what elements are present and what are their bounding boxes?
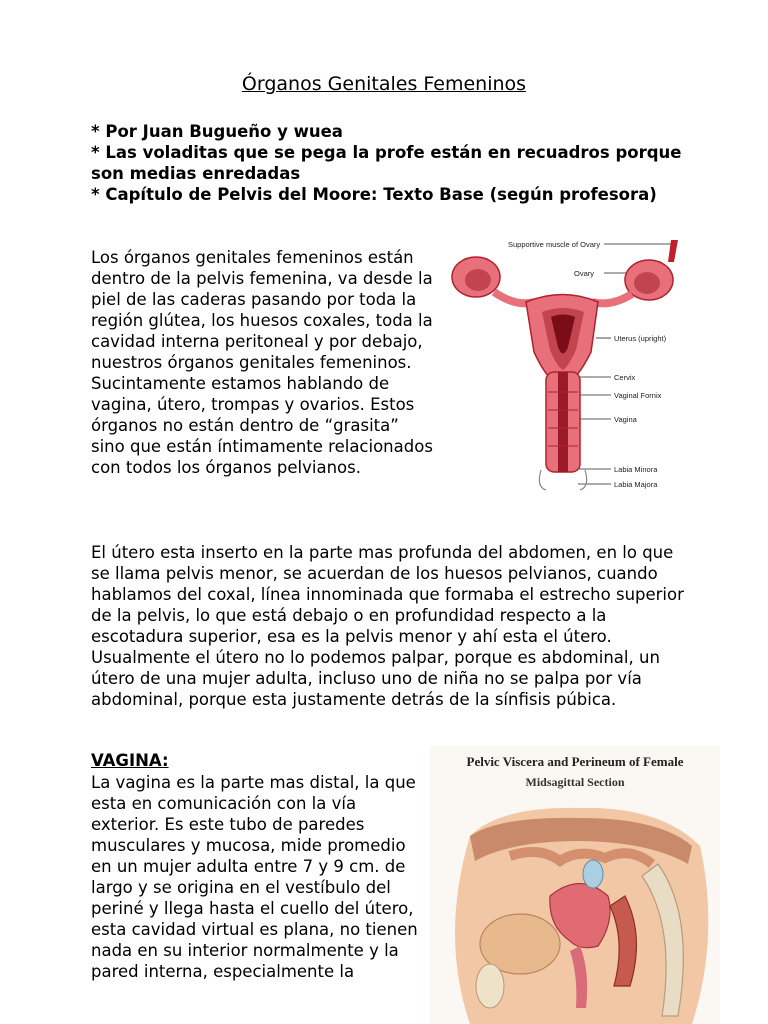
label-vaginal-fornix: Vaginal Fornix — [614, 391, 662, 400]
label-supportive-muscle: Supportive muscle of Ovary — [508, 240, 601, 249]
label-uterus: Uterus (upright) — [614, 334, 667, 343]
document-title: Órganos Genitales Femeninos — [241, 73, 527, 95]
intro-paragraph: Los órganos genitales femeninos están dentro de la pelvis femenina, va desde la piel de las caderas pasando por toda la región glútea, los huesos coxales, toda la cavidad interna peritoneal y por debajo, nuestros órganos genitales femeninos. Sucintamente estamos hablando de vagina, útero, trompas y ovarios. Estos órganos no están dentro de “grasita” sino que están íntimamente relacionados con todos los órganos pelvianos. — [91, 248, 433, 477]
vagina-paragraph: La vagina es la parte mas distal, la que esta en comunicación con la vía exterior. Es este tubo de paredes musculares y mucosa, mide promedio en un mujer adulta entre 7 y 9 cm. de largo y se origina en el vestíbulo del periné y llega hasta el cuello del útero, esta cavidad virtual es plana, no tienen nada en su interior normalmente y la pared interna, especialmente la — [91, 773, 418, 981]
uterus-paragraph: El útero esta inserto en la parte mas profunda del abdomen, en lo que se llama pelvis menor, se acuerdan de los huesos pelvianos, cuando hablamos del coxal, línea innominada que formaba el estrecho superior de la pelvis, lo que está debajo o en profundidad respecto a la escotadura superior, esa es la pelvis menor y ahí esta el útero. Usualmente el útero no lo podemos palpar, porque es abdominal, un útero de una mujer adulta, incluso uno de niña no se palpa por vía abdominal, porque esta justamente detrás de la sínfisis púbica. — [91, 543, 684, 709]
bullet-author: * Por Juan Bugueño y wuea — [91, 122, 343, 141]
bullet-boxes-note: * Las voladitas que se pega la profe están en recuadros porque son medias enredadas — [91, 143, 682, 183]
figure-title: Pelvic Viscera and Perineum of Female — [466, 754, 684, 769]
bullet-list — [91, 121, 711, 205]
label-labia-majora: Labia Majora — [614, 480, 658, 489]
vagina-heading: VAGINA: — [91, 751, 169, 770]
label-cervix: Cervix — [614, 373, 636, 382]
pelvic-viscera-illustration — [430, 746, 720, 1024]
figure-subtitle: Midsagittal Section — [525, 775, 625, 789]
label-labia-minora: Labia Minora — [614, 465, 658, 474]
label-vagina: Vagina — [614, 415, 637, 424]
bullet-reference: * Capítulo de Pelvis del Moore: Texto Base (según profesora) — [91, 185, 657, 204]
label-ovary: Ovary — [574, 269, 595, 278]
uterus-diagram — [446, 232, 691, 500]
